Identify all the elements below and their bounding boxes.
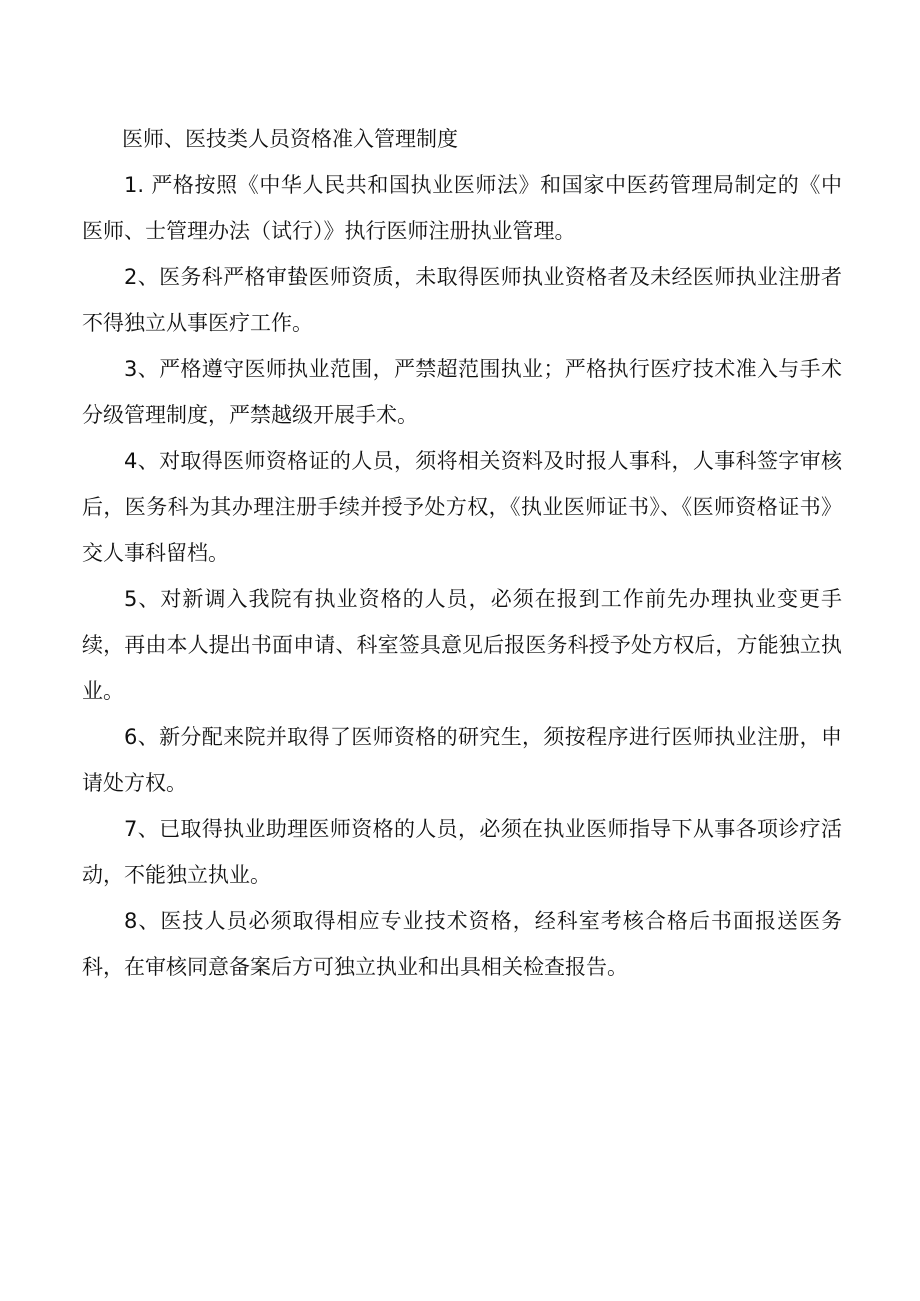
paragraph-3: 3、严格遵守医师执业范围，严禁超范围执业；严格执行医疗技术准入与手术分级管理制度，严禁越级开展手术。 (82, 357, 842, 427)
paragraph-4: 4、对取得医师资格证的人员，须将相关资料及时报人事科，人事科签字审核后，医务科为其办理注册手续并授予处方权，《执业医师证书》、《医师资格证书》交人事科留档。 (82, 449, 842, 565)
document-title: 医师、医技类人员资格准入管理制度 (122, 127, 458, 151)
paragraph-8: 8、医技人员必须取得相应专业技术资格，经科室考核合格后书面报送医务科，在审核同意备案后方可独立执业和出具相关检查报告。 (82, 909, 842, 979)
paragraph-5: 5、对新调入我院有执业资格的人员，必须在报到工作前先办理执业变更手续，再由本人提出书面申请、科室签具意见后报医务科授予处方权后，方能独立执业。 (82, 587, 842, 703)
paragraph-7: 7、已取得执业助理医师资格的人员，必须在执业医师指导下从事各项诊疗活动，不能独立执业。 (82, 817, 842, 887)
paragraph-1: 1. 严格按照《中华人民共和国执业医师法》和国家中医药管理局制定的《中医师、士管理办法（试行）》执行医师注册执业管理。 (82, 173, 842, 243)
paragraph-2: 2、医务科严格审蛰医师资质，未取得医师执业资格者及未经医师执业注册者不得独立从事医疗工作。 (82, 265, 842, 335)
document-body (82, 116, 842, 990)
paragraph-6: 6、新分配来院并取得了医师资格的研究生，须按程序进行医师执业注册，申请处方权。 (82, 725, 842, 795)
